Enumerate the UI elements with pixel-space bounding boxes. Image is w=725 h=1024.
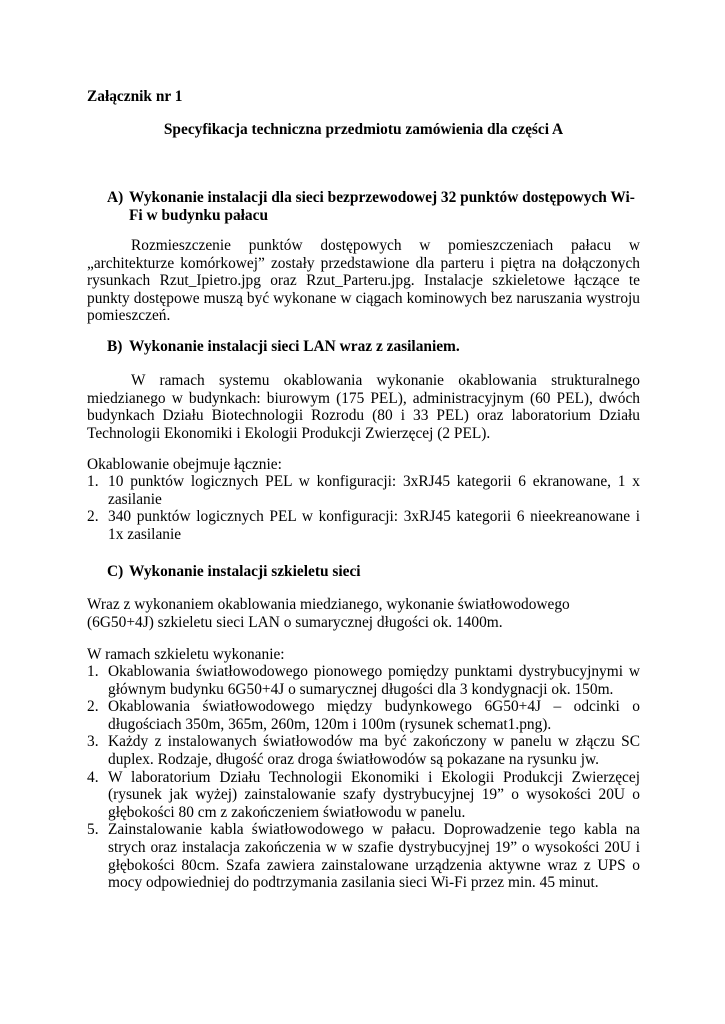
section-a-heading	[107, 189, 640, 224]
section-c-heading	[107, 563, 640, 581]
list-item	[87, 508, 640, 543]
list-item-text: Zainstalowanie kabla światłowodowego w pałacu. Doprowadzenie tego kabla na strych oraz instalacja zakończenia w w szafie dystrybucyjnej 19” o wysokości 20U i głębokości 80cm. Szafa zawiera zainstalowane urządzenia aktywne wraz z UPS o mocy odpowiedniej do podtrzymania zasilania sieci Wi-Fi przez min. 45 minut.	[108, 821, 640, 892]
list-item-number: 2.	[87, 508, 99, 526]
list-item-text: 340 punktów logicznych PEL w konfiguracji: 3xRJ45 kategorii 6 nieekreanowane i 1x zasilanie	[108, 508, 640, 543]
section-c-letter: C)	[107, 563, 124, 580]
section-b-list-intro: Okablowanie obejmuje łącznie:	[87, 456, 282, 473]
section-c-list	[87, 663, 640, 892]
section-c-list-intro: W ramach szkieletu wykonanie:	[87, 646, 285, 663]
section-c-heading-text: Wykonanie instalacji szkieletu sieci	[129, 563, 361, 580]
list-item	[87, 698, 640, 733]
list-item-number: 4.	[87, 768, 99, 786]
list-item-text: Okablowania światłowodowego między budynkowego 6G50+4J – odcinki o długościach 350m, 365m, 260m, 120m i 100m (rysunek schemat1.png).	[108, 698, 640, 733]
document-title: Specyfikacja techniczna przedmiotu zamówienia dla części A	[163, 121, 564, 138]
list-item	[87, 733, 640, 768]
section-b-heading	[107, 338, 640, 356]
list-item-text: W laboratorium Działu Technologii Ekonomiki i Ekologii Produkcji Zwierzęcej (rysunek jak wyżej) zainstalowanie szafy dystrybucyjnej 19” o wysokości 20U o głębokości 80 cm z zakończeniem światłowodu w panelu.	[108, 768, 640, 821]
section-a-paragraph: Rozmieszczenie punktów dostępowych w pomieszczeniach pałacu w „architekturze komórkowej” zostały przedstawione dla parteru i piętra na dołączonych rysunkach Rzut_Ipietro.jpg oraz Rzut_Parteru.jpg. Instalacje szkieletowe łączące te punkty dostępowe muszą być wykonane w ciągach kominowych bez naruszania wystroju pomieszczeń.	[87, 237, 640, 325]
list-item	[87, 473, 640, 508]
list-item-number: 2.	[87, 698, 99, 716]
list-item-text: Okablowania światłowodowego pionowego pomiędzy punktami dystrybucyjnymi w głównym budynku 6G50+4J o sumarycznej długości dla 3 kondygnacji ok. 150m.	[108, 663, 640, 698]
section-a-letter: A)	[107, 189, 124, 206]
list-item-number: 1.	[87, 663, 99, 680]
list-item	[87, 663, 640, 698]
section-b-paragraph: W ramach systemu okablowania wykonanie okablowania strukturalnego miedzianego w budynkach: biurowym (175 PEL), administracyjnym (60 PEL), dwóch budynkach Działu Biotechnologii Rozrodu (80 i 33 PEL) oraz laboratorium Działu Technologii Ekonomiki i Ekologii Produkcji Zwierzęcej (2 PEL).	[87, 372, 640, 442]
attachment-label: Załącznik nr 1	[87, 88, 183, 105]
list-item-number: 3.	[87, 733, 99, 751]
list-item-number: 1.	[87, 473, 99, 490]
section-a-heading-text: Wykonanie instalacji dla sieci bezprzewodowej 32 punktów dostępowych Wi-Fi w budynku pałacu	[129, 189, 635, 224]
section-c-paragraph: Wraz z wykonaniem okablowania miedzianego, wykonanie światłowodowego (6G50+4J) szkieletu sieci LAN o sumarycznej długości ok. 1400m.	[87, 596, 570, 631]
list-item-text: Każdy z instalowanych światłowodów ma być zakończony w panelu w złączu SC duplex. Rodzaje, długość oraz droga światłowodów są pokazane na rysunku jw.	[108, 733, 640, 768]
list-item	[87, 769, 640, 822]
section-b-letter: B)	[107, 338, 123, 355]
section-b-heading-text: Wykonanie instalacji sieci LAN wraz z zasilaniem.	[129, 338, 460, 355]
section-b-list	[87, 473, 640, 543]
list-item-number: 5.	[87, 821, 99, 839]
list-item	[87, 821, 640, 891]
list-item-text: 10 punktów logicznych PEL w konfiguracji: 3xRJ45 kategorii 6 ekranowane, 1 x zasilanie	[108, 473, 640, 508]
